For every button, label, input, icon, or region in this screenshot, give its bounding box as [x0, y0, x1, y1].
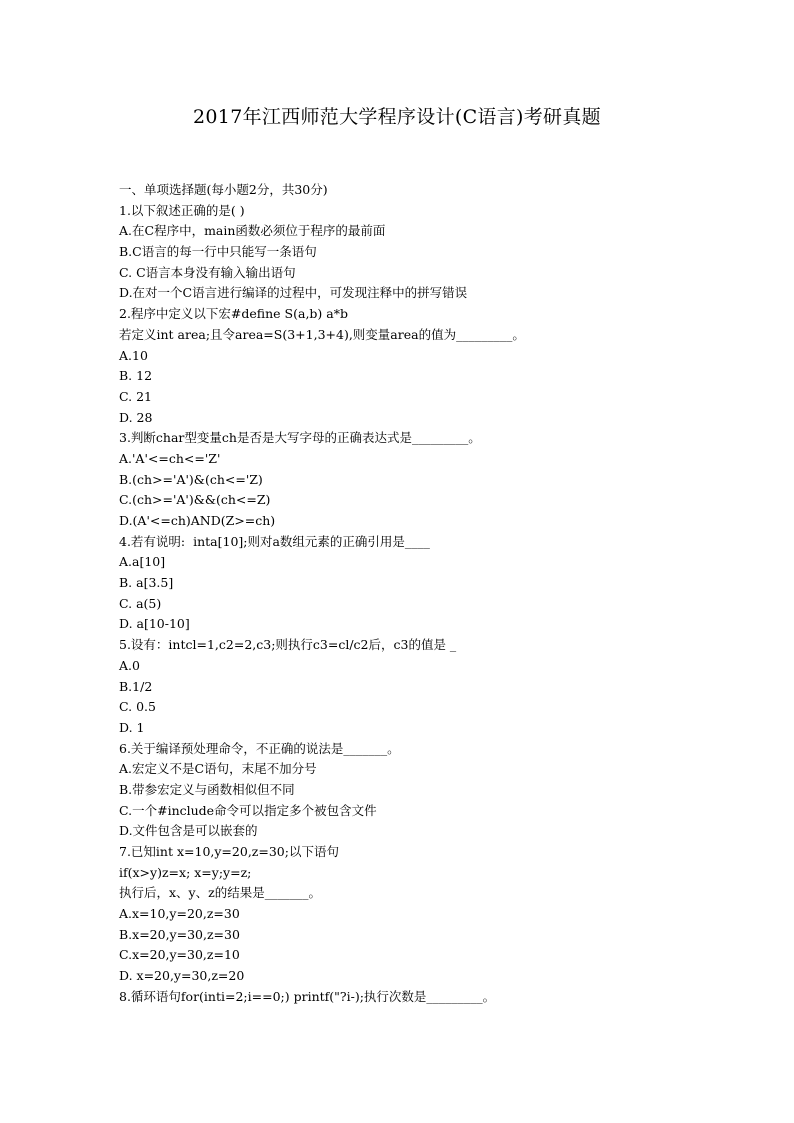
q2-option-a: A.10	[119, 347, 148, 363]
q2-option-d: D. 28	[119, 409, 153, 425]
q4-option-a: A.a[10]	[119, 554, 166, 570]
q3-option-d: D.(A'<=ch)AND(Z>=ch)	[119, 513, 276, 528]
q1-option-b: B.C语言的每一行中只能写一条语句	[119, 244, 317, 260]
q5-option-d: D. 1	[119, 719, 145, 735]
question-2-cont: 若定义int area;且令area=S(3+1,3+4),则变量area的值为_________。	[119, 326, 525, 342]
question-2: 2.程序中定义以下宏#define S(a,b) a*b	[119, 306, 348, 322]
question-7: 7.已知int x=10,y=20,z=30;以下语句	[119, 844, 339, 859]
q5-option-a: A.0	[119, 657, 140, 673]
q1-option-a: A.在C程序中，main函数必须位于程序的最前面	[119, 223, 386, 239]
question-7-cont: 执行后，x、y、z的结果是_______。	[119, 885, 321, 901]
q6-option-d: D.文件包含是可以嵌套的	[119, 823, 258, 839]
question-4: 4.若有说明: inta[10];则对a数组元素的正确引用是____	[119, 533, 430, 549]
q2-option-b: B. 12	[119, 368, 153, 384]
question-6: 6.关于编译预处理命令，不正确的说法是_______。	[119, 740, 400, 756]
q4-option-d: D. a[10-10]	[119, 616, 190, 632]
q3-option-a: A.'A'<=ch<='Z'	[119, 450, 221, 466]
q6-option-c: C.一个#include命令可以指定多个被包含文件	[119, 802, 377, 818]
document-title: 2017年江西师范大学程序设计(C语言)考研真题	[193, 106, 601, 128]
q4-option-b: B. a[3.5]	[119, 575, 174, 591]
q7-option-a: A.x=10,y=20,z=30	[119, 906, 240, 922]
q5-option-c: C. 0.5	[119, 699, 156, 715]
q1-option-d: D.在对一个C语言进行编译的过程中，可发现注释中的拼写错误	[119, 285, 468, 301]
section-heading: 一、单项选择题(每小题2分，共30分)	[119, 182, 328, 197]
q7-option-b: B.x=20,y=30,z=30	[119, 926, 240, 942]
q6-option-b: B.带参宏定义与函数相似但不同	[119, 781, 295, 797]
q7-option-c: C.x=20,y=30,z=10	[119, 947, 240, 963]
q1-option-c: C. C语言本身没有输入输出语句	[119, 264, 296, 280]
question-8: 8.循环语句for(inti=2;i==0;) printf("?i-);执行次数是_________。	[119, 988, 496, 1004]
question-7-code: if(x>y)z=x; x=y;y=z;	[119, 864, 252, 880]
document-body	[119, 180, 739, 1008]
q4-option-c: C. a(5)	[119, 595, 162, 611]
q7-option-d: D. x=20,y=30,z=20	[119, 968, 245, 984]
q5-option-b: B.1/2	[119, 678, 153, 694]
q2-option-c: C. 21	[119, 388, 152, 404]
question-3: 3.判断char型变量ch是否是大写字母的正确表达式是_________。	[119, 430, 481, 446]
q3-option-b: B.(ch>='A')&(ch<='Z)	[119, 471, 263, 487]
q6-option-a: A.宏定义不是C语句，末尾不加分号	[119, 761, 317, 777]
question-1: 1.以下叙述正确的是( )	[119, 202, 245, 218]
question-5: 5.设有：intcl=1,c2=2,c3;则执行c3=cl/c2后，c3的值是 _	[119, 637, 457, 653]
q3-option-c: C.(ch>='A')&&(ch<=Z)	[119, 492, 271, 508]
